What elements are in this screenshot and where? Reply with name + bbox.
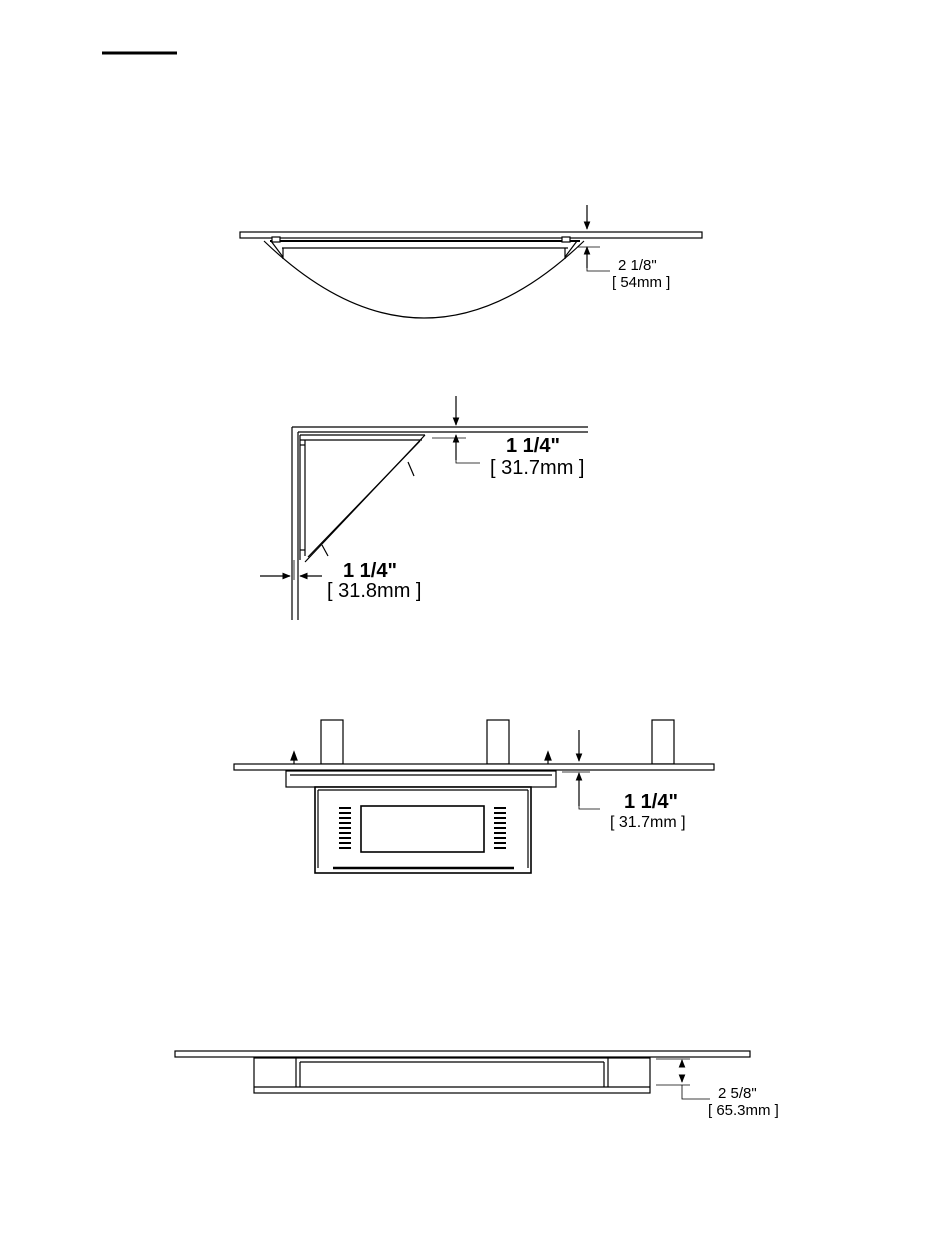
bracket-dim2-metric: [ 31.8mm ] xyxy=(327,580,422,602)
bracket-dim1-imperial: 1 1/4" xyxy=(506,435,560,457)
box-vents-left xyxy=(339,808,351,848)
bracket-dim2-imperial: 1 1/4" xyxy=(343,560,397,582)
box-dim-imperial: 1 1/4" xyxy=(624,791,678,813)
bracket-dim1-metric: [ 31.7mm ] xyxy=(490,457,585,479)
flat-dim-metric: [ 65.3mm ] xyxy=(708,1102,779,1119)
box-vents-right xyxy=(494,808,506,848)
box-ceiling xyxy=(234,764,714,770)
figure-bracket xyxy=(260,396,588,620)
dome-ceiling-plate xyxy=(240,232,702,238)
flat-ceiling xyxy=(175,1051,750,1057)
dome-dim-imperial: 2 1/8" xyxy=(618,257,657,274)
flat-dim-imperial: 2 5/8" xyxy=(718,1085,757,1102)
dome-dim-metric: [ 54mm ] xyxy=(612,274,671,291)
box-dim-metric: [ 31.7mm ] xyxy=(610,814,686,831)
figure-flat xyxy=(175,1051,750,1099)
dome-shade xyxy=(264,241,584,318)
flat-body xyxy=(254,1058,650,1093)
